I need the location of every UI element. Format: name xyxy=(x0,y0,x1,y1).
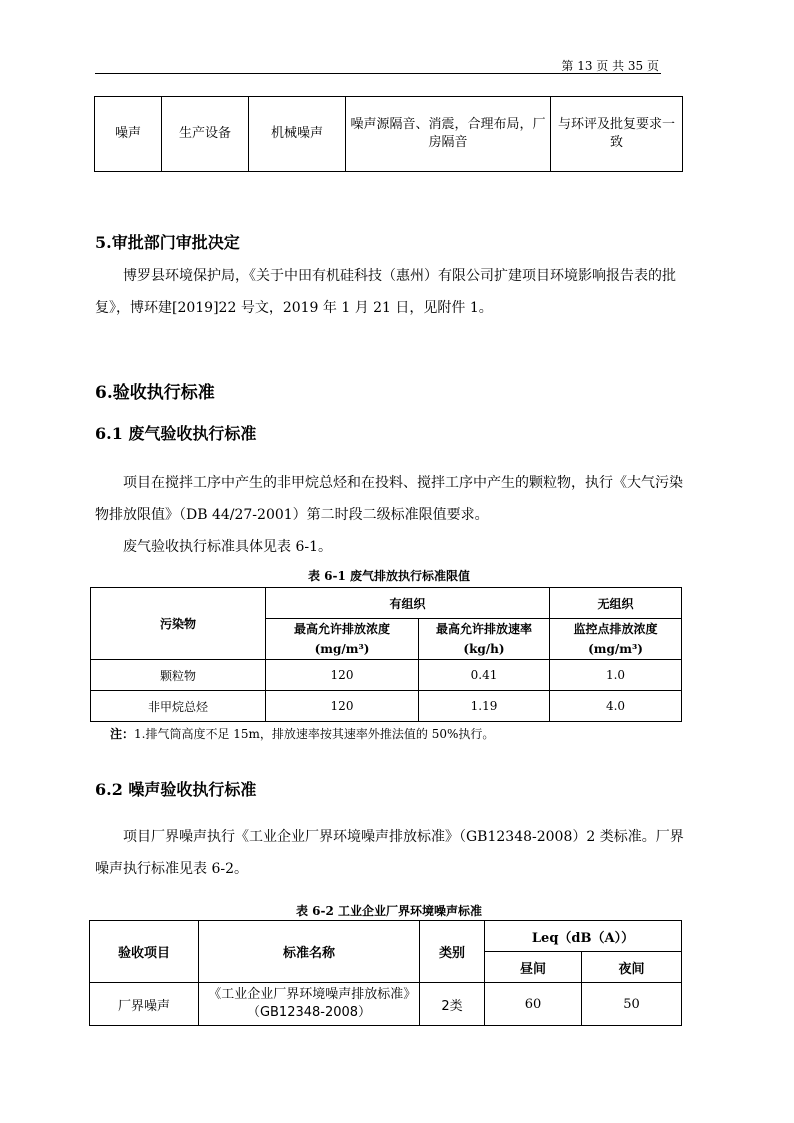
table-cell: 噪声 xyxy=(95,97,162,172)
cell-monitor: 1.0 xyxy=(550,660,682,691)
header-unorganized: 无组织 xyxy=(550,588,682,619)
header-standard-name: 标准名称 xyxy=(199,921,420,983)
page-header xyxy=(95,59,661,74)
header-rate xyxy=(419,619,550,660)
table-cell: 噪声源隔音、消震，合理布局，厂房隔音 xyxy=(346,97,551,172)
cell-monitor: 4.0 xyxy=(550,691,682,722)
cell-item: 厂界噪声 xyxy=(90,983,199,1026)
header-leq: Leq（dB（A）） xyxy=(485,921,682,952)
header-day: 昼间 xyxy=(485,952,582,983)
cell-name: 非甲烷总烃 xyxy=(91,691,266,722)
cell-rate: 1.19 xyxy=(419,691,550,722)
table-cell: 与环评及批复要求一致 xyxy=(551,97,683,172)
table-row xyxy=(90,921,682,952)
table-cell: 机械噪声 xyxy=(249,97,346,172)
header-conc-unit: (mg/m³) xyxy=(314,642,370,656)
header-monitor-label: 监控点排放浓度 xyxy=(573,622,658,636)
header-class: 类别 xyxy=(420,921,485,983)
measures-table xyxy=(94,96,683,172)
header-pollutant: 污染物 xyxy=(91,588,266,660)
table-6-1 xyxy=(90,587,682,722)
cell-rate: 0.41 xyxy=(419,660,550,691)
section-6-1-reference: 废气验收执行标准具体见表 6-1。 xyxy=(123,539,332,555)
header-night: 夜间 xyxy=(582,952,682,983)
section-6-2-paragraph: 项目厂界噪声执行《工业企业厂界环境噪声排放标准》（GB12348-2008）2 类标准。厂界噪声执行标准见表 6-2。 xyxy=(95,829,684,877)
section-5-heading: 5.审批部门审批决定 xyxy=(95,233,240,252)
table-6-1-note xyxy=(110,725,494,742)
cell-night: 50 xyxy=(582,983,682,1026)
cell-name: 颗粒物 xyxy=(91,660,266,691)
header-conc xyxy=(266,619,419,660)
note-text: 1.排气筒高度不足 15m，排放速率按其速率外推法值的 50%执行。 xyxy=(134,727,495,741)
table-6-2-caption: 表 6-2 工业企业厂界环境噪声标准 xyxy=(295,904,483,918)
table-row xyxy=(91,588,682,619)
table-cell: 生产设备 xyxy=(162,97,249,172)
table-row xyxy=(90,983,682,1026)
section-6-1-heading: 6.1 废气验收执行标准 xyxy=(95,424,257,443)
table-row xyxy=(95,97,683,172)
section-6-heading: 6.验收执行标准 xyxy=(95,383,215,403)
section-6-2-heading: 6.2 噪声验收执行标准 xyxy=(95,780,257,799)
cell-class: 2类 xyxy=(420,983,485,1026)
header-item: 验收项目 xyxy=(90,921,199,983)
section-6-1-paragraph: 项目在搅拌工序中产生的非甲烷总烃和在投料、搅拌工序中产生的颗粒物，执行《大气污染物排放限值》（DB 44/27-2001）第二时段二级标准限值要求。 xyxy=(95,475,683,523)
table-6-2 xyxy=(89,920,682,1026)
cell-conc: 120 xyxy=(266,691,419,722)
table-row xyxy=(91,691,682,722)
cell-standard-name: 《工业企业厂界环境噪声排放标准》（GB12348-2008） xyxy=(199,983,420,1026)
header-conc-label: 最高允许排放浓度 xyxy=(293,622,390,636)
cell-conc: 120 xyxy=(266,660,419,691)
header-monitor-unit: (mg/m³) xyxy=(588,642,643,656)
note-label: 注： xyxy=(110,727,135,741)
page-number: 第 13 页 共 35 页 xyxy=(561,59,659,73)
table-row xyxy=(91,660,682,691)
cell-day: 60 xyxy=(485,983,582,1026)
section-5-body: 博罗县环境保护局，《关于中田有机硅科技（惠州）有限公司扩建项目环境影响报告表的批复》，博环建[2019]22 号文，2019 年 1 月 21 日，见附件 1。 xyxy=(95,268,676,316)
header-organized: 有组织 xyxy=(266,588,550,619)
header-rate-unit: (kg/h) xyxy=(463,642,505,656)
header-monitor xyxy=(550,619,682,660)
header-rate-label: 最高允许排放速率 xyxy=(435,622,532,636)
table-6-1-caption: 表 6-1 废气排放执行标准限值 xyxy=(307,569,471,583)
